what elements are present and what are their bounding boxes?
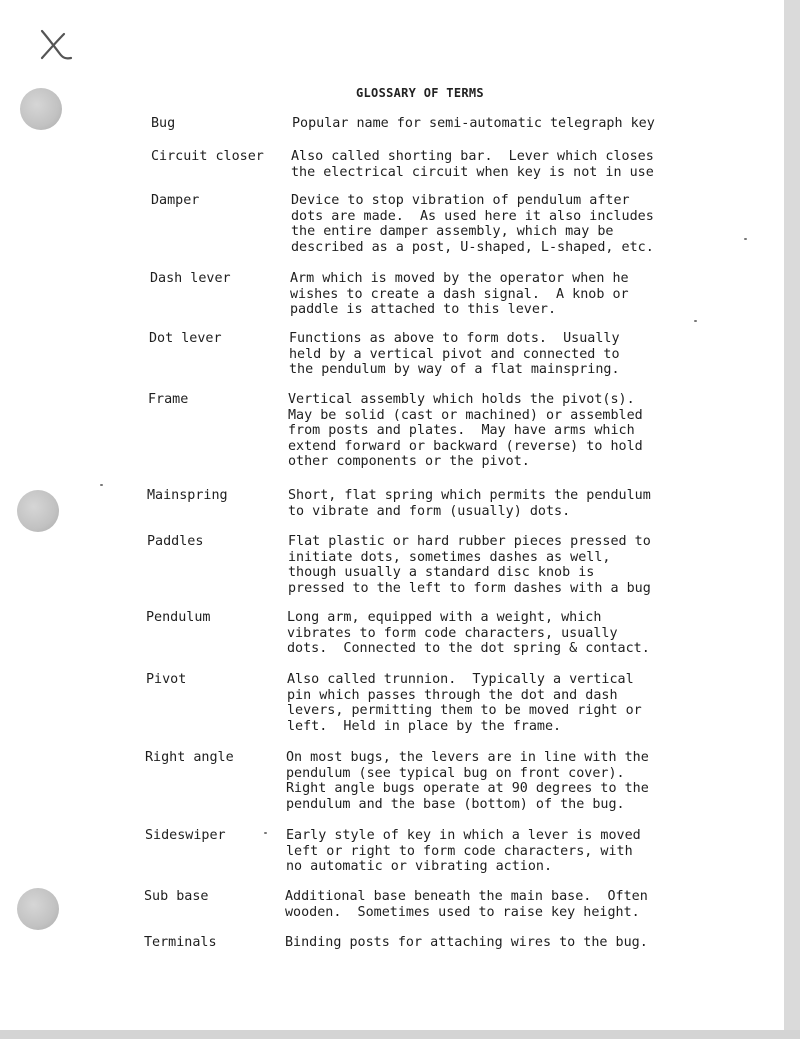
definition-line: left. Held in place by the frame. (287, 718, 562, 734)
definition-line: to vibrate and form (usually) dots. (288, 503, 571, 519)
glossary-term: Dot lever (149, 331, 222, 346)
glossary-term: Paddles (147, 534, 204, 549)
definition-line: pendulum (see typical bug on front cover). (286, 765, 625, 781)
glossary-term: Damper (151, 193, 200, 208)
definition-line: described as a post, U-shaped, L-shaped, etc. (291, 239, 654, 255)
glossary-definition (286, 828, 641, 875)
page-bottom-shadow (0, 1030, 800, 1039)
glossary-definition (292, 116, 655, 132)
definition-line: Device to stop vibration of pendulum after (291, 193, 630, 208)
definition-line: the pendulum by way of a flat mainspring. (289, 362, 620, 377)
paper-speck (694, 320, 697, 322)
definition-line: Arm which is moved by the operator when he (290, 271, 629, 286)
glossary-definition (291, 193, 654, 255)
definition-line: Flat plastic or hard rubber pieces pressed to (288, 534, 651, 549)
definition-line: Binding posts for attaching wires to the bug. (285, 935, 648, 950)
glossary-definition (285, 935, 648, 951)
definition-line: Popular name for semi-automatic telegraph key (292, 116, 655, 131)
definition-line: pendulum and the base (bottom) of the bug. (286, 796, 625, 812)
binder-hole-bottom (17, 888, 59, 930)
definition-line: other components or the pivot. (288, 454, 530, 469)
glossary-term: Right angle (145, 750, 234, 765)
glossary-term: Pivot (146, 672, 187, 687)
glossary-definition (285, 889, 648, 920)
glossary-term: Bug (151, 116, 176, 131)
glossary-definition (288, 534, 651, 596)
definition-line: the electrical circuit when key is not in use (291, 164, 654, 180)
definition-line: pin which passes through the dot and dash (287, 687, 618, 703)
glossary-term: Terminals (144, 935, 217, 950)
definition-line: the entire damper assembly, which may be (291, 224, 614, 239)
definition-line: Additional base beneath the main base. Often (285, 889, 648, 904)
definition-line: Early style of key in which a lever is moved (286, 828, 641, 843)
glossary-definition (287, 672, 642, 734)
handwritten-x-mark (38, 28, 78, 66)
glossary-definition (287, 610, 650, 657)
definition-line: levers, permitting them to be moved right or (287, 703, 642, 718)
definition-line: May be solid (cast or machined) or assembled (288, 407, 643, 423)
definition-line: paddle is attached to this lever. (290, 302, 557, 317)
definition-line: On most bugs, the levers are in line with the (286, 750, 649, 765)
page-edge-shadow (784, 0, 800, 1039)
binder-hole-middle (17, 490, 59, 532)
definition-line: from posts and plates. May have arms which (288, 423, 635, 438)
definition-line: Vertical assembly which holds the pivot(s). (288, 392, 635, 407)
definition-line: dots are made. As used here it also includes (291, 208, 654, 224)
glossary-term: Pendulum (146, 610, 211, 625)
glossary-definition (288, 392, 643, 470)
paper-speck (100, 484, 103, 486)
definition-line: Long arm, equipped with a weight, which (287, 610, 602, 625)
glossary-term: Dash lever (150, 271, 231, 286)
glossary-definition (291, 149, 654, 180)
glossary-definition (290, 271, 629, 318)
glossary-term: Sub base (144, 889, 209, 904)
definition-line: extend forward or backward (reverse) to hold (288, 438, 643, 454)
definition-line: Functions as above to form dots. Usually (289, 331, 620, 346)
definition-line: initiate dots, sometimes dashes as well, (288, 549, 611, 565)
definition-line: vibrates to form code characters, usually (287, 625, 618, 641)
definition-line: though usually a standard disc knob is (288, 565, 595, 580)
glossary-definition (288, 488, 651, 519)
definition-line: dots. Connected to the dot spring & contact. (287, 641, 650, 656)
definition-line: pressed to the left to form dashes with a bug (288, 580, 651, 596)
glossary-definition (286, 750, 649, 812)
paper-speck (744, 238, 747, 240)
definition-line: wishes to create a dash signal. A knob or (290, 286, 629, 302)
glossary-term: Circuit closer (151, 149, 264, 164)
glossary-term: Sideswiper (145, 828, 226, 843)
definition-line: Short, flat spring which permits the pendulum (288, 488, 651, 503)
glossary-term: Mainspring (147, 488, 228, 503)
definition-line: no automatic or vibrating action. (286, 859, 553, 874)
binder-hole-top (20, 88, 62, 130)
paper-speck (264, 832, 267, 834)
glossary-definition (289, 331, 620, 378)
definition-line: Also called trunnion. Typically a vertical (287, 672, 634, 687)
definition-line: wooden. Sometimes used to raise key height. (285, 904, 640, 920)
glossary-term: Frame (148, 392, 189, 407)
definition-line: Also called shorting bar. Lever which closes (291, 149, 654, 164)
definition-line: Right angle bugs operate at 90 degrees to the (286, 781, 649, 796)
definition-line: held by a vertical pivot and connected to (289, 346, 620, 362)
definition-line: left or right to form code characters, with (286, 843, 633, 859)
page-title: GLOSSARY OF TERMS (356, 86, 484, 100)
